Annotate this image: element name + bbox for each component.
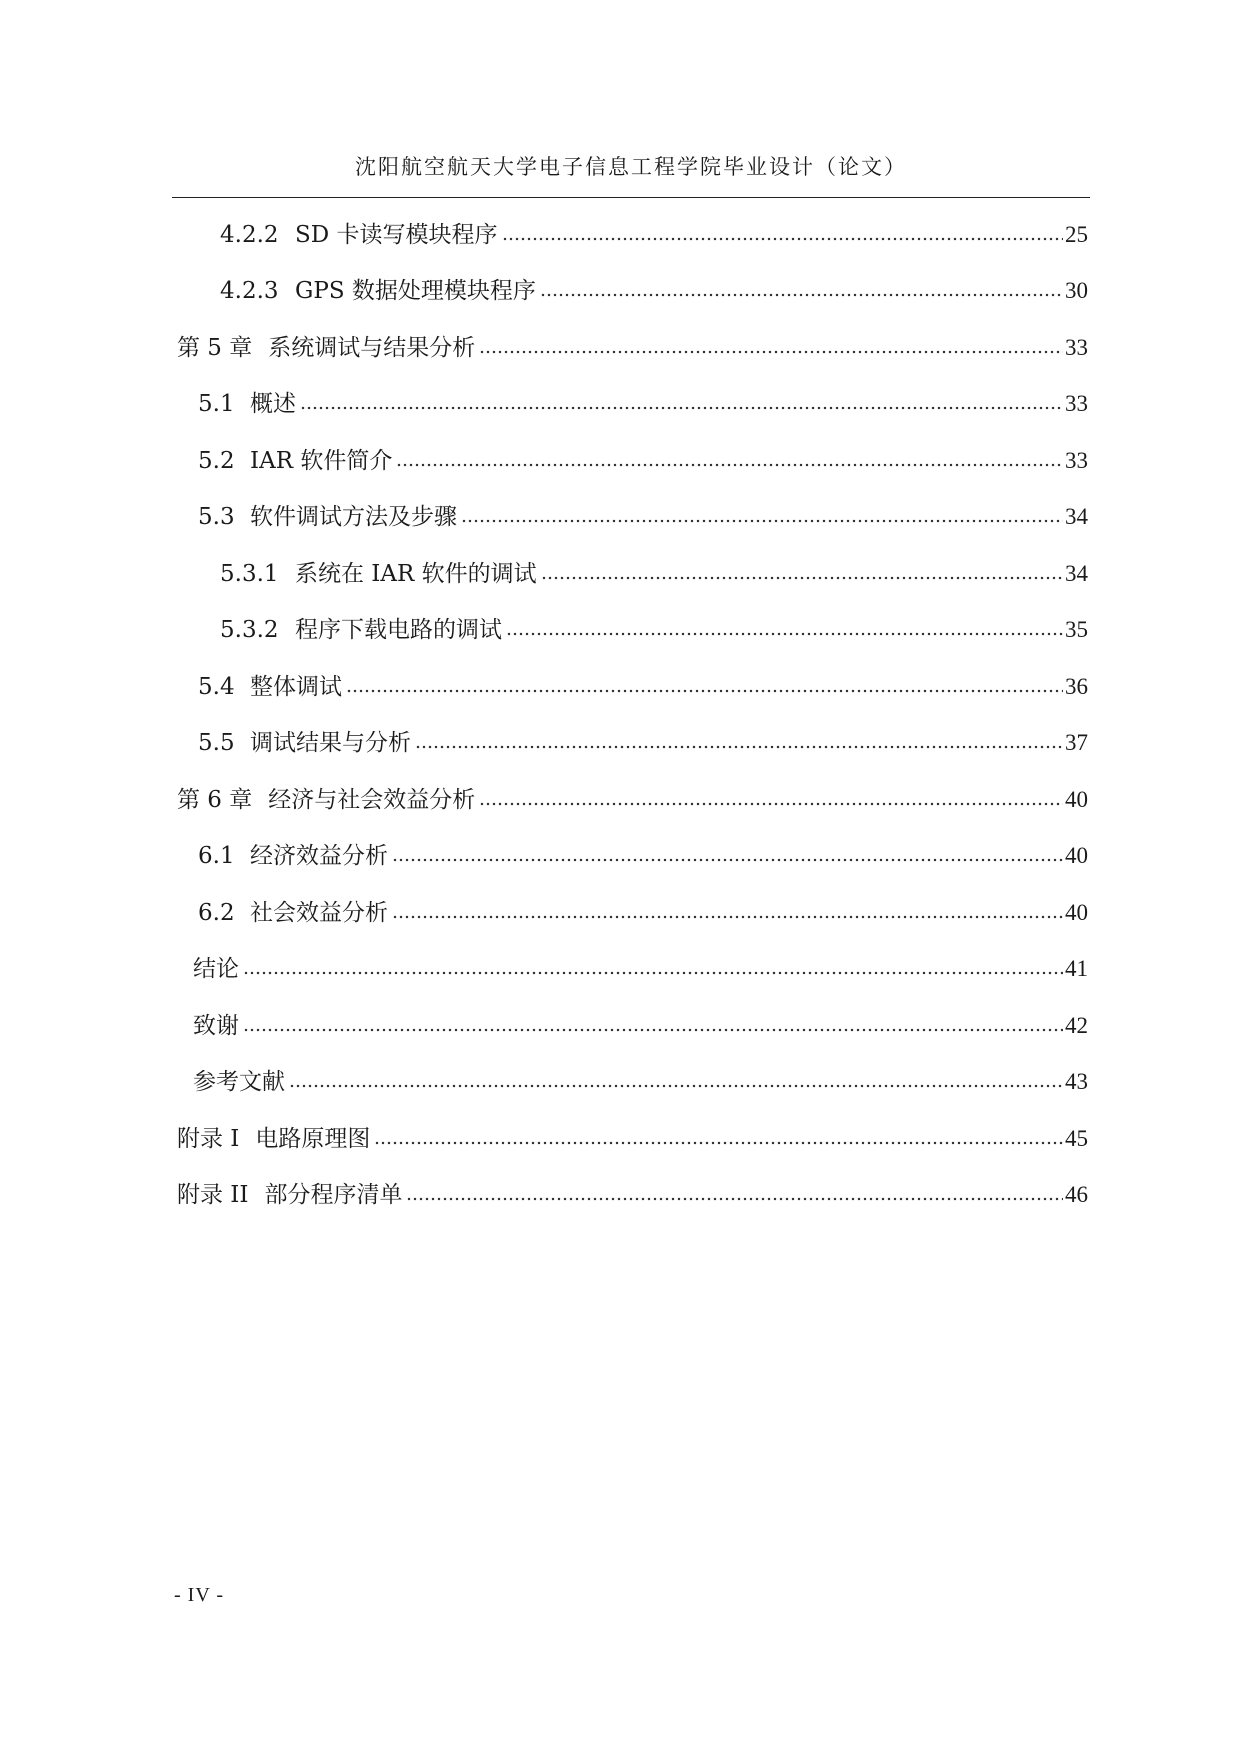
toc-entry-page: 25 [1065, 222, 1088, 247]
dot-leader [502, 234, 1063, 244]
toc-entry-page: 46 [1065, 1182, 1088, 1207]
dot-leader [289, 1081, 1063, 1091]
toc-entry-title: 软件调试方法及步骤 [250, 504, 457, 530]
toc-entry-page: 36 [1065, 674, 1088, 699]
toc-entry[interactable] [220, 270, 1088, 306]
toc-entry-page: 33 [1065, 448, 1088, 473]
toc-entry[interactable] [220, 214, 1088, 250]
toc-entry[interactable] [198, 666, 1088, 702]
toc-entry[interactable] [198, 892, 1088, 928]
dot-leader [346, 686, 1063, 696]
toc-entry-number: 5.4 [198, 674, 235, 700]
dot-leader [374, 1138, 1063, 1148]
toc-entry-number: 5.1 [198, 391, 235, 417]
dot-leader [461, 516, 1063, 526]
toc-entry-title: 程序下载电路的调试 [295, 617, 502, 643]
toc-entry-page: 33 [1065, 391, 1088, 416]
toc-entry[interactable] [177, 1005, 1088, 1041]
toc-entry-page: 35 [1065, 617, 1088, 642]
toc-entry-number: 5.3 [198, 504, 235, 530]
toc-entry-title: 经济与社会效益分析 [268, 787, 476, 813]
toc-entry-title: 系统调试与结果分析 [268, 335, 476, 361]
toc-entry-number: 附录 I [177, 1126, 240, 1152]
toc-entry[interactable] [198, 835, 1088, 871]
toc-entry-title: 经济效益分析 [250, 843, 388, 869]
toc-entry[interactable] [177, 1061, 1088, 1097]
toc-entry-title: 调试结果与分析 [250, 730, 411, 756]
toc-entry-page: 40 [1065, 900, 1088, 925]
toc-entry-number: 6.2 [198, 900, 235, 926]
dot-leader [243, 1025, 1063, 1035]
dot-leader [392, 912, 1063, 922]
toc-entry[interactable] [177, 1118, 1088, 1154]
toc-entry-title: 系统在 IAR 软件的调试 [295, 561, 537, 587]
toc-entry[interactable] [198, 440, 1088, 476]
toc-entry-page: 34 [1065, 561, 1088, 586]
toc-entry[interactable] [220, 609, 1088, 645]
toc-entry-number: 5.5 [198, 730, 235, 756]
toc-entry-title: 致谢 [193, 1013, 239, 1039]
toc-entry-title: 社会效益分析 [250, 900, 388, 926]
toc-entry-number: 5.3.2 [220, 617, 279, 643]
toc-entry-number: 5.2 [198, 448, 235, 474]
toc-entry[interactable] [177, 779, 1088, 815]
toc-entry-page: 40 [1065, 843, 1088, 868]
dot-leader [396, 460, 1063, 470]
toc-entry[interactable] [198, 722, 1088, 758]
toc-entry[interactable] [177, 327, 1088, 363]
dot-leader [392, 855, 1063, 865]
toc-entry-number: 附录 II [177, 1182, 249, 1208]
toc-entry-title: 整体调试 [250, 674, 342, 700]
dot-leader [506, 629, 1063, 639]
toc-entry-number: 6.1 [198, 843, 235, 869]
toc-entry-number: 5.3.1 [220, 561, 279, 587]
toc-entry-page: 45 [1065, 1126, 1088, 1151]
toc-entry[interactable] [177, 948, 1088, 984]
toc-entry[interactable] [198, 383, 1088, 419]
toc-entry-page: 43 [1065, 1069, 1088, 1094]
toc-entry[interactable] [198, 496, 1088, 532]
toc-entry-page: 37 [1065, 730, 1088, 755]
toc-entry-number: 4.2.3 [220, 278, 279, 304]
toc-entry-title: 结论 [193, 956, 239, 982]
dot-leader [540, 290, 1063, 300]
toc-entry-page: 42 [1065, 1013, 1088, 1038]
toc-entry-page: 40 [1065, 787, 1088, 812]
dot-leader [479, 799, 1063, 809]
toc-entry-page: 33 [1065, 335, 1088, 360]
toc-entry-title: GPS 数据处理模块程序 [295, 278, 536, 304]
toc-entry-title: 概述 [250, 391, 296, 417]
dot-leader [243, 968, 1063, 978]
dot-leader [406, 1194, 1063, 1204]
toc-entry-page: 30 [1065, 278, 1088, 303]
page-header-title: 沈阳航空航天大学电子信息工程学院毕业设计（论文） [355, 155, 907, 179]
dot-leader [541, 573, 1063, 583]
toc-entry[interactable] [220, 553, 1088, 589]
toc-entry-title: SD 卡读写模块程序 [295, 222, 498, 248]
dot-leader [479, 347, 1063, 357]
toc-entry-number: 4.2.2 [220, 222, 279, 248]
toc-entry-number: 第 5 章 [177, 335, 253, 361]
dot-leader [415, 742, 1063, 752]
toc-entry[interactable] [177, 1174, 1088, 1210]
dot-leader [300, 403, 1063, 413]
toc-entry-page: 41 [1065, 956, 1088, 981]
toc-entry-title: 电路原理图 [255, 1126, 371, 1152]
toc-entry-title: IAR 软件简介 [250, 448, 393, 474]
toc-entry-number: 第 6 章 [177, 787, 253, 813]
toc-entry-title: 部分程序清单 [264, 1182, 403, 1208]
toc-entry-page: 34 [1065, 504, 1088, 529]
toc-entry-title: 参考文献 [193, 1069, 285, 1095]
page-number: - IV - [174, 1584, 225, 1606]
